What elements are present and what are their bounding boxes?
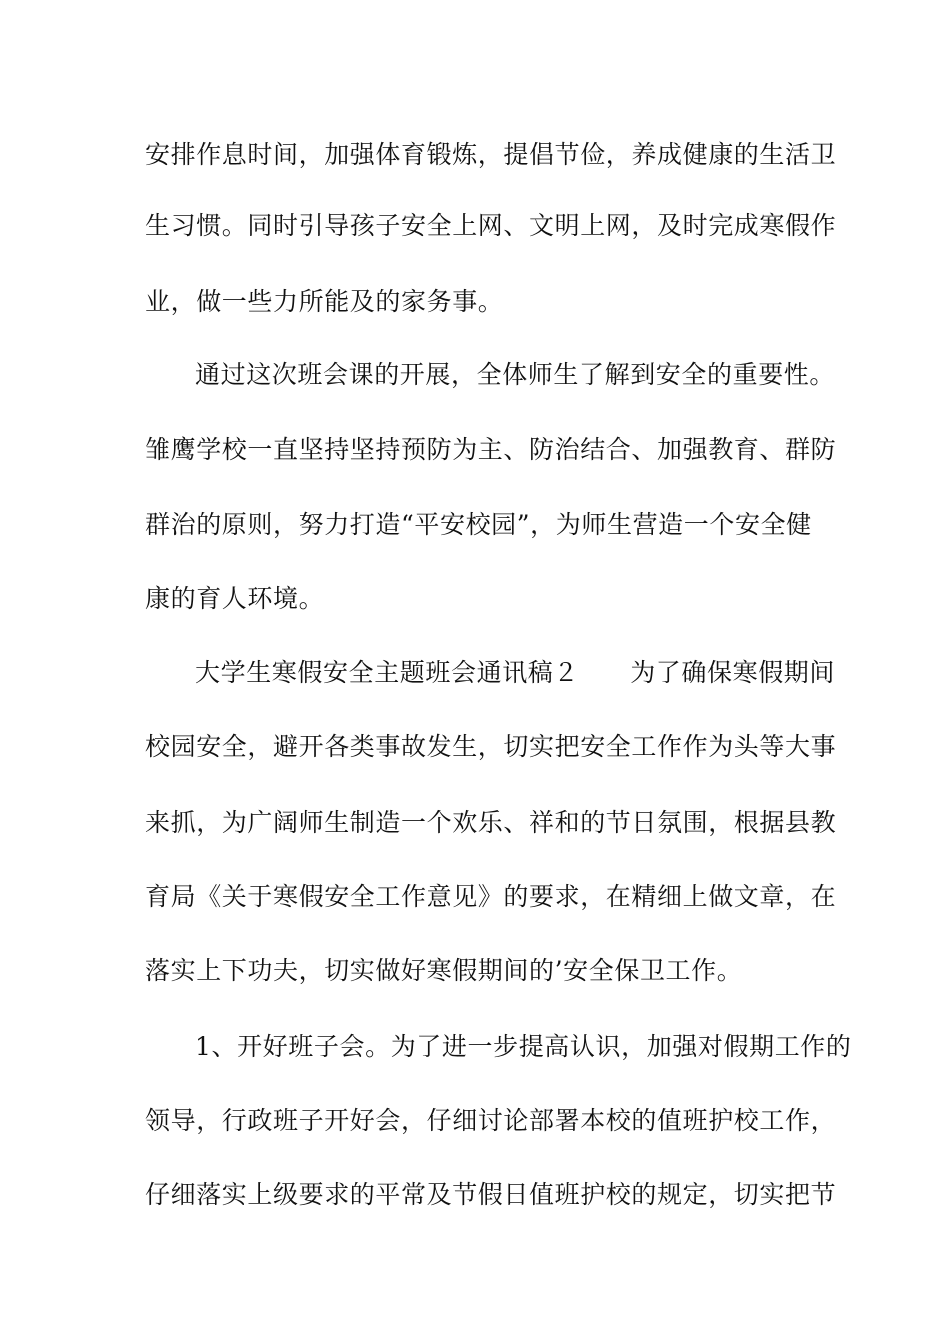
text-line-13: 1、开好班子会。为了进一步提高认识，加强对假期工作的: [195, 1032, 852, 1061]
text-line-10: 来抓，为广阔师生制造一个欢乐、祥和的节日氛围，根据县教: [145, 808, 837, 837]
text-line-5: 雏鹰学校一直坚持坚持预防为主、防治结合、加强教育、群防: [145, 435, 837, 464]
text-line-9: 校园安全，避开各类事故发生，切实把安全工作作为头等大事: [145, 732, 837, 761]
text-line-7: 康的育人环境。: [145, 584, 325, 613]
text-line-3: 业，做一些力所能及的家务事。: [145, 287, 504, 316]
text-line-1: 安排作息时间，加强体育锻炼，提倡节俭，养成健康的生活卫: [145, 140, 837, 169]
text-line-14: 领导，行政班子开好会，仔细讨论部署本校的值班护校工作，: [145, 1106, 837, 1135]
text-line-15: 仔细落实上级要求的平常及节假日值班护校的规定，切实把节: [145, 1180, 837, 1209]
text-line-8: 大学生寒假安全主题班会通讯稿２ 为了确保寒假期间: [195, 658, 836, 687]
text-line-6: 群治的原则，努力打造“平安校园”，为师生营造一个安全健: [145, 510, 812, 539]
text-line-12: 落实上下功夫，切实做好寒假期间的’安全保卫工作。: [145, 956, 743, 985]
text-line-4: 通过这次班会课的开展，全体师生了解到安全的重要性。: [195, 360, 836, 389]
text-line-11: 育局《关于寒假安全工作意见》的要求，在精细上做文章，在: [145, 882, 837, 911]
text-line-2: 生习惯。同时引导孩子安全上网、文明上网，及时完成寒假作: [145, 211, 837, 240]
